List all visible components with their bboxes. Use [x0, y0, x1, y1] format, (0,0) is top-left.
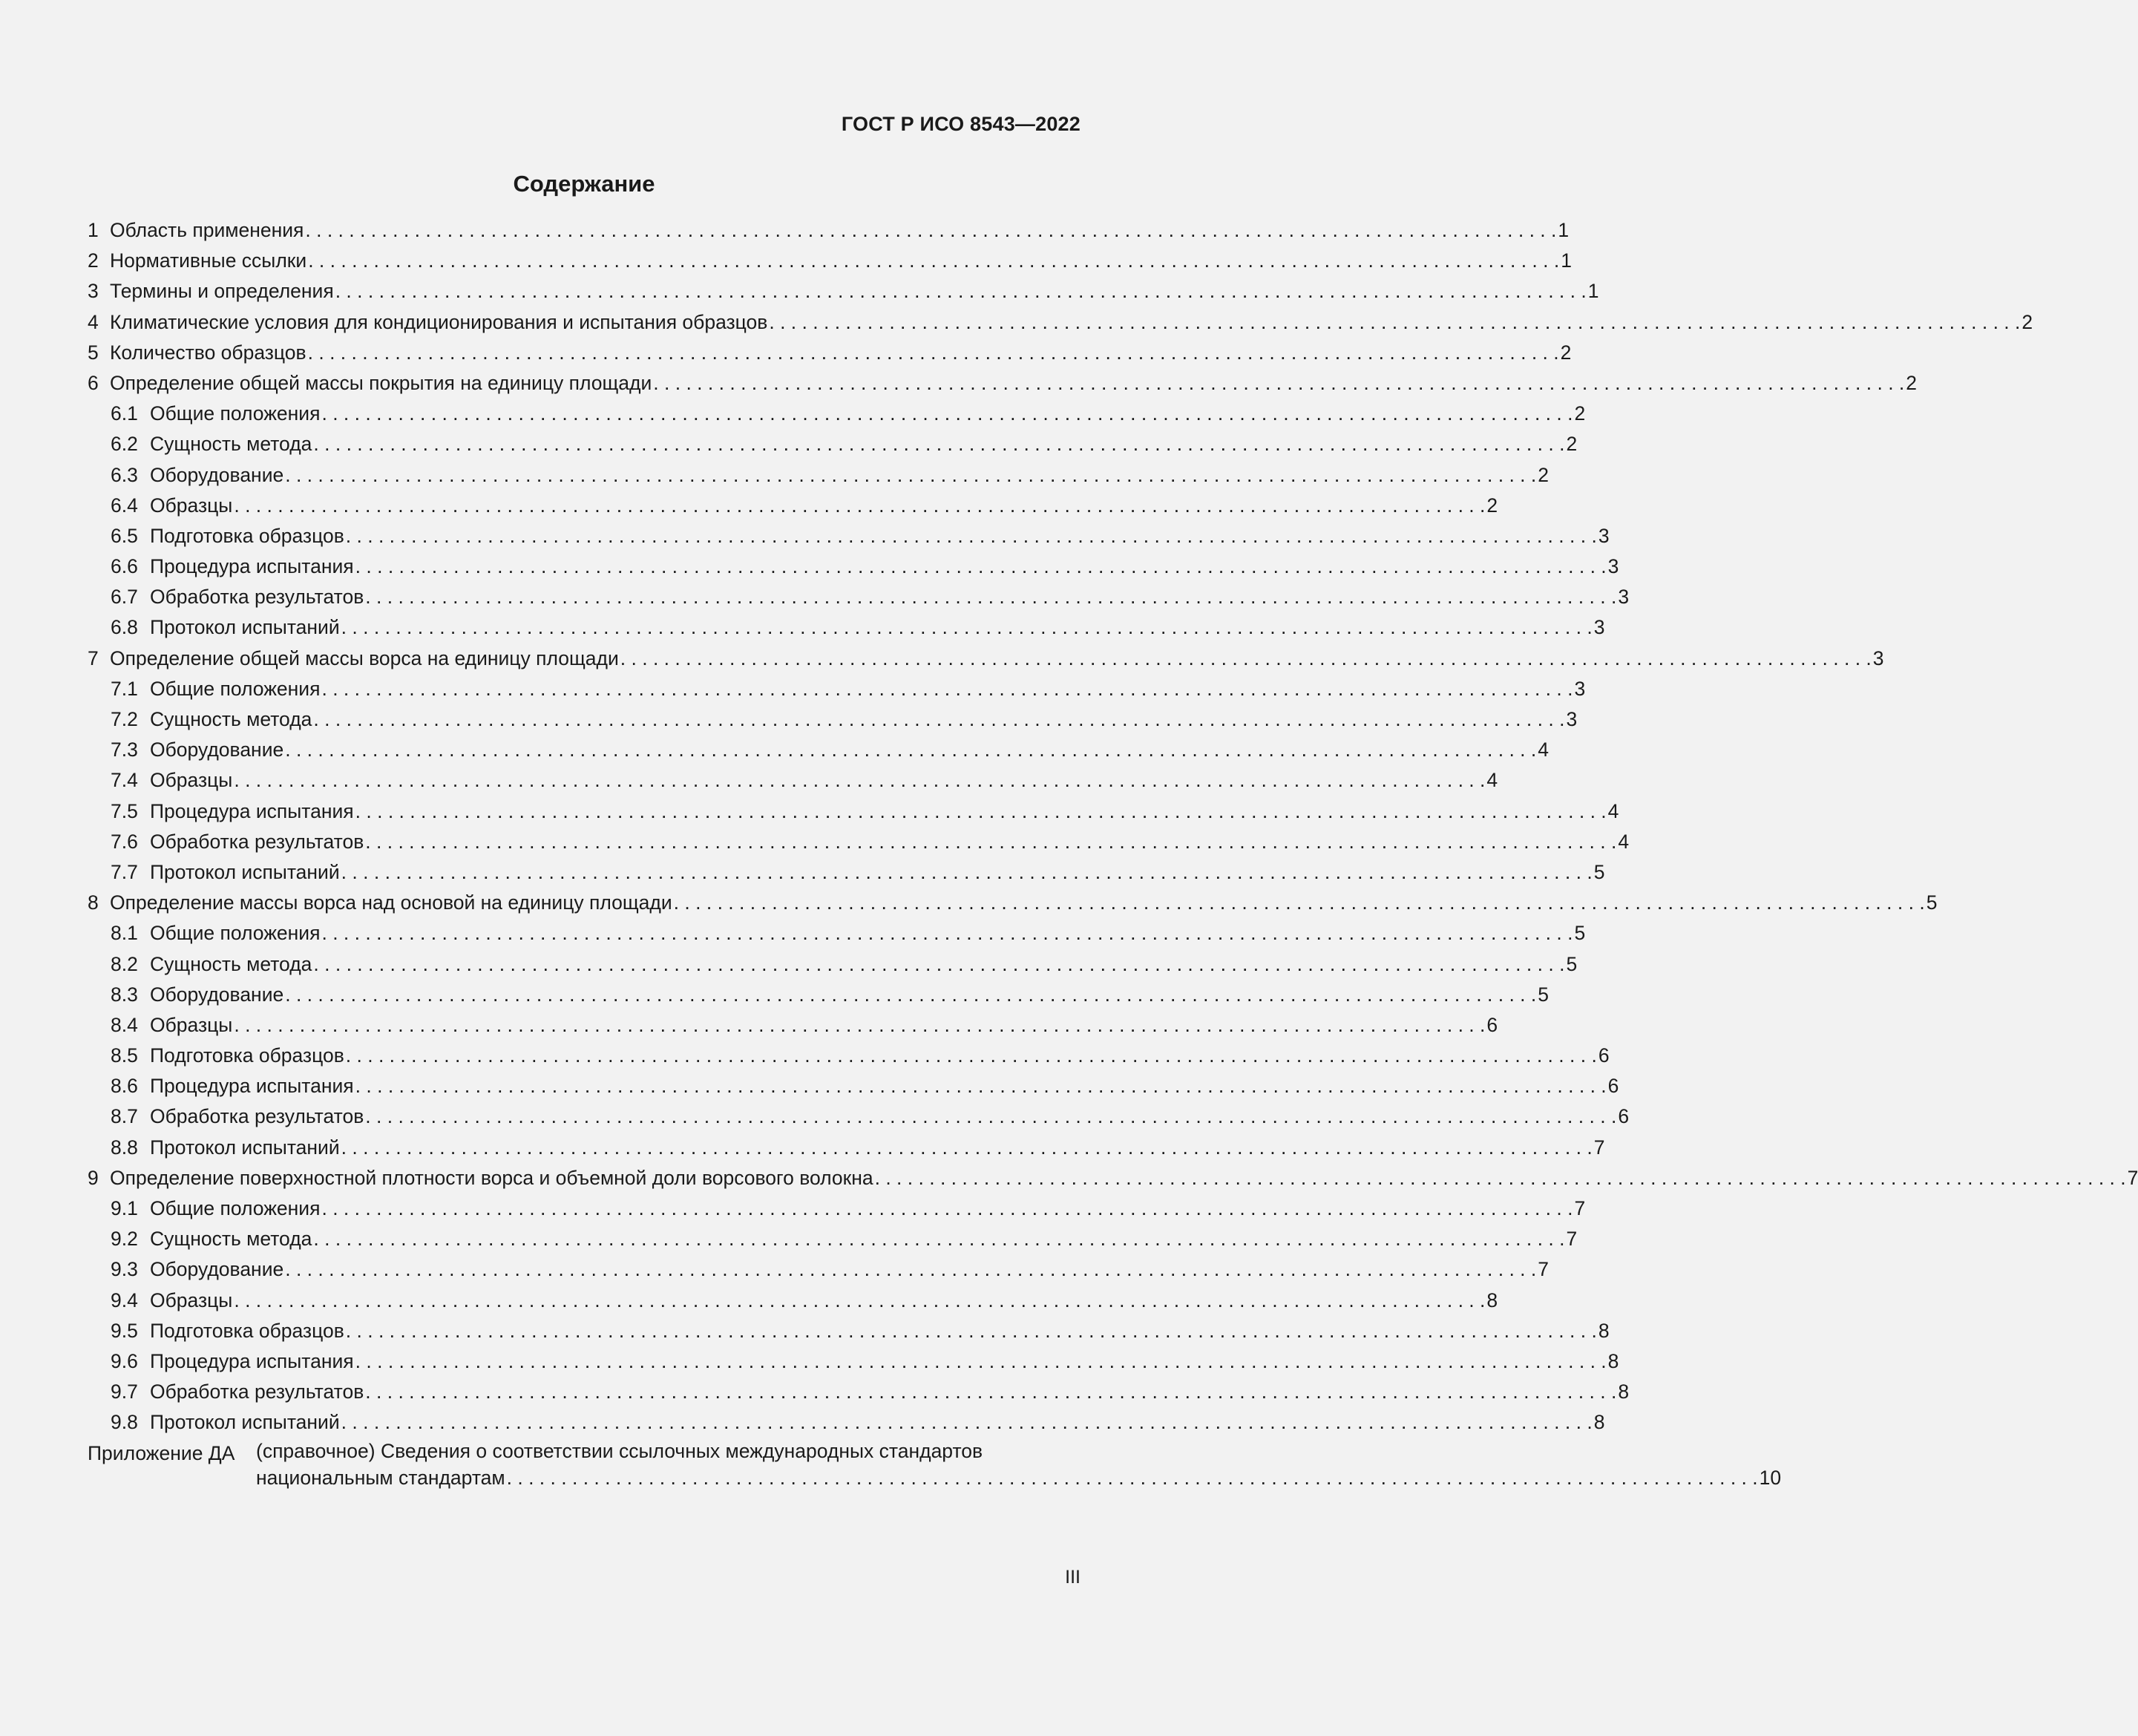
toc-subsection-entry[interactable]: [88, 1133, 1605, 1163]
toc-entry-number: 8.5: [111, 1044, 138, 1067]
toc-entry-label: Область применения: [110, 219, 304, 241]
dot-leader: [308, 338, 1559, 368]
toc-entry-page: 3: [1566, 708, 1578, 730]
toc-subsection-entry[interactable]: [88, 460, 1550, 491]
toc-entry-page: 2: [1906, 371, 1918, 394]
toc-entry-page: 4: [1486, 769, 1498, 792]
toc-subsection-entry[interactable]: [88, 491, 1498, 521]
dot-leader: [341, 857, 1593, 888]
toc-entry-label: Сущность метода: [150, 708, 312, 730]
toc-entry-page: 8: [1618, 1380, 1630, 1403]
toc-entry-label: Процедура испытания: [150, 1349, 354, 1372]
toc-entries: [88, 215, 2138, 1438]
toc-entry-label: Обработка результатов: [150, 586, 364, 609]
toc-entry-page: 7: [1593, 1136, 1605, 1159]
toc-entry-page: 6: [1486, 1013, 1498, 1036]
toc-entry-page: 2: [1574, 402, 1586, 425]
toc-section-entry[interactable]: [88, 643, 1884, 674]
toc-entry-number: 9.4: [111, 1288, 138, 1311]
toc-subsection-entry[interactable]: [88, 521, 1610, 551]
toc-entry-page: 6: [1607, 1075, 1619, 1098]
dot-leader: [285, 1254, 1536, 1285]
toc-entry-label: Оборудование: [150, 738, 284, 761]
toc-entry-number: 9.3: [111, 1258, 138, 1281]
toc-entry-number: 1: [88, 219, 99, 241]
toc-entry-page: 5: [1593, 860, 1605, 883]
dot-leader: [346, 1316, 1597, 1346]
toc-entry-label: Количество образцов: [110, 341, 306, 364]
dot-leader: [875, 1163, 2126, 1193]
toc-subsection-entry[interactable]: [88, 765, 1498, 796]
toc-entry-page: 4: [1607, 799, 1619, 822]
toc-subsection-entry[interactable]: [88, 1377, 1630, 1407]
toc-entry-number: 6.7: [111, 586, 138, 609]
toc-entry-page: 2: [1486, 494, 1498, 517]
dot-leader: [365, 827, 1616, 857]
toc-entry-page: 7: [1574, 1197, 1586, 1219]
appendix-body: [256, 1438, 1781, 1491]
toc-subsection-entry[interactable]: [88, 1193, 1586, 1224]
dot-leader: [365, 582, 1616, 612]
toc-subsection-entry[interactable]: [88, 674, 1586, 704]
dot-leader: [341, 612, 1593, 643]
dot-leader: [313, 429, 1564, 459]
toc-entry-label: Оборудование: [150, 463, 284, 486]
toc-entry-number: 9.7: [111, 1380, 138, 1403]
toc-entry-number: 8.2: [111, 952, 138, 975]
toc-subsection-entry[interactable]: [88, 612, 1605, 643]
dot-leader: [335, 276, 1587, 307]
toc-entry-number: 9.5: [111, 1319, 138, 1342]
toc-entry-number: 6.2: [111, 433, 138, 456]
toc-entry-number: 6.3: [111, 463, 138, 486]
toc-entry-label: Образцы: [150, 769, 233, 792]
toc-entry-label: Нормативные ссылки: [110, 249, 307, 272]
toc-subsection-entry[interactable]: [88, 949, 1578, 980]
toc-subsection-entry[interactable]: [88, 1407, 1605, 1438]
toc-entry-page: 8: [1593, 1411, 1605, 1434]
toc-subsection-entry[interactable]: [88, 1285, 1498, 1316]
toc-entry-page: 3: [1618, 586, 1630, 609]
dot-leader: [620, 643, 1872, 674]
toc-entry-label: Обработка результатов: [150, 1380, 364, 1403]
toc-entry-number: 7.7: [111, 860, 138, 883]
toc-entry-label: Подготовка образцов: [150, 1044, 344, 1067]
toc-entry-page: 5: [1574, 922, 1586, 945]
toc-entry-page: 1: [1587, 280, 1599, 303]
toc-subsection-entry[interactable]: [88, 980, 1550, 1010]
toc-entry-page: 8: [1598, 1319, 1610, 1342]
toc-entry-number: 7.3: [111, 738, 138, 761]
dot-leader: [321, 399, 1573, 429]
toc-subsection-entry[interactable]: [88, 551, 1619, 582]
toc-subsection-entry[interactable]: [88, 796, 1619, 827]
toc-section-entry[interactable]: [88, 215, 1570, 246]
dot-leader: [507, 1464, 1758, 1491]
toc-entry-number: 6.5: [111, 524, 138, 547]
toc-entry-number: 9.8: [111, 1411, 138, 1434]
toc-entry-page: 2: [1538, 463, 1550, 486]
toc-entry-number: 9.1: [111, 1197, 138, 1219]
toc-entry-number: 7: [88, 646, 99, 669]
toc-subsection-entry[interactable]: [88, 1346, 1619, 1377]
toc-entry-label: Общие положения: [150, 922, 321, 945]
toc-section-entry[interactable]: [88, 276, 1599, 307]
appendix-prefix: Приложение ДА: [88, 1441, 235, 1464]
toc-subsection-entry[interactable]: [88, 918, 1586, 949]
toc-entry-number: 6.6: [111, 555, 138, 578]
toc-subsection-entry[interactable]: [88, 582, 1630, 612]
toc-entry-page: 4: [1618, 830, 1630, 853]
toc-entry-label: Оборудование: [150, 983, 284, 1006]
dot-leader: [355, 1346, 1607, 1377]
toc-section-entry[interactable]: [88, 1163, 2138, 1193]
toc-entry-label: Обработка результатов: [150, 1105, 364, 1128]
toc-entry-label: Определение общей массы покрытия на единицу площади: [110, 371, 652, 394]
toc-subsection-entry[interactable]: [88, 399, 1586, 429]
toc-entry-label: Процедура испытания: [150, 799, 354, 822]
toc-entry-label: Образцы: [150, 1013, 233, 1036]
toc-entry-label: Протокол испытаний: [150, 1411, 340, 1434]
toc-subsection-entry[interactable]: [88, 429, 1578, 459]
toc-entry-label: Определение поверхностной плотности ворса и объемной доли ворсового волокна: [110, 1166, 873, 1189]
toc-entry-number: 8.1: [111, 922, 138, 945]
toc-subsection-entry[interactable]: [88, 827, 1630, 857]
dot-leader: [346, 521, 1597, 551]
dot-leader: [285, 460, 1536, 491]
toc-appendix-entry[interactable]: [88, 1438, 1782, 1491]
dot-leader: [321, 674, 1573, 704]
dot-leader: [234, 1010, 1485, 1041]
dot-leader: [341, 1407, 1593, 1438]
toc-entry-label: Образцы: [150, 1288, 233, 1311]
document-code: ГОСТ Р ИСО 8543—2022: [841, 113, 1081, 135]
toc-entry-page: 5: [1538, 983, 1550, 1006]
toc-entry-number: 8.8: [111, 1136, 138, 1159]
toc-entry-label: Общие положения: [150, 677, 321, 700]
toc-entry-number: 4: [88, 310, 99, 333]
toc-subsection-entry[interactable]: [88, 857, 1605, 888]
appendix-title-line1: (справочное) Сведения о соответствии ссылочных международных стандартов: [256, 1439, 983, 1462]
toc-entry-label: Подготовка образцов: [150, 524, 344, 547]
toc-subsection-entry[interactable]: [88, 1041, 1610, 1071]
toc-entry-label: Сущность метода: [150, 433, 312, 456]
toc-section-entry[interactable]: [88, 246, 1572, 276]
toc-entry-page: 8: [1607, 1349, 1619, 1372]
toc-entry-number: 5: [88, 341, 99, 364]
toc-entry-page: 7: [1538, 1258, 1550, 1281]
toc-entry-number: 7.2: [111, 708, 138, 730]
toc-entry-label: Оборудование: [150, 1258, 284, 1281]
toc-entry-page: 8: [1486, 1288, 1498, 1311]
toc-subsection-entry[interactable]: [88, 1316, 1610, 1346]
appendix-title-line2-row: [256, 1464, 1781, 1491]
toc-entry-page: 5: [1566, 952, 1578, 975]
toc-entry-page: 4: [1538, 738, 1550, 761]
dot-leader: [341, 1133, 1593, 1163]
toc-section-entry[interactable]: [88, 368, 1918, 399]
toc-entry-page: 6: [1598, 1044, 1610, 1067]
dot-leader: [346, 1041, 1597, 1071]
dot-leader: [321, 1193, 1573, 1224]
toc-subsection-entry[interactable]: [88, 1010, 1498, 1041]
toc-entry-page: 2: [1566, 433, 1578, 456]
toc-entry-page: 1: [1558, 219, 1570, 241]
toc-entry-page: 7: [1566, 1228, 1578, 1251]
dot-leader: [653, 368, 1904, 399]
toc-entry-label: Термины и определения: [110, 280, 334, 303]
toc-entry-label: Протокол испытаний: [150, 860, 340, 883]
toc-entry-number: 7.6: [111, 830, 138, 853]
dot-leader: [313, 1224, 1564, 1254]
dot-leader: [313, 949, 1564, 980]
toc-entry-label: Общие положения: [150, 1197, 321, 1219]
toc-entry-number: 7.1: [111, 677, 138, 700]
toc-entry-number: 8.6: [111, 1075, 138, 1098]
toc-entry-page: 6: [1618, 1105, 1630, 1128]
toc-entry-number: 7.5: [111, 799, 138, 822]
toc-entry-label: Климатические условия для кондиционирования и испытания образцов: [110, 310, 768, 333]
toc-entry-number: 2: [88, 249, 99, 272]
dot-leader: [674, 888, 1925, 918]
toc-entry-page: 3: [1574, 677, 1586, 700]
toc-entry-label: Протокол испытаний: [150, 1136, 340, 1159]
toc-entry-page: 2: [2021, 310, 2033, 333]
toc-entry-page: 3: [1607, 555, 1619, 578]
toc-entry-number: 9: [88, 1166, 99, 1189]
toc-entry-label: Определение массы ворса над основой на единицу площади: [110, 891, 672, 914]
toc-section-entry[interactable]: [88, 888, 1938, 918]
toc-subsection-entry[interactable]: [88, 1254, 1550, 1285]
appendix-title-line2: национальным стандартам: [256, 1466, 505, 1489]
dot-leader: [285, 735, 1536, 765]
dot-leader: [365, 1377, 1616, 1407]
page-number: III: [1065, 1567, 1081, 1588]
dot-leader: [234, 491, 1485, 521]
dot-leader: [234, 1285, 1485, 1316]
toc-subsection-entry[interactable]: [88, 1071, 1619, 1101]
toc-entry-number: 7.4: [111, 769, 138, 792]
dot-leader: [355, 551, 1607, 582]
toc-entry-page: 3: [1598, 524, 1610, 547]
toc-entry-number: 8.3: [111, 983, 138, 1006]
dot-leader: [305, 215, 1556, 246]
toc-entry-page: 3: [1872, 646, 1884, 669]
dot-leader: [285, 980, 1536, 1010]
toc-entry-page: 2: [1560, 341, 1572, 364]
toc-entry-number: 9.2: [111, 1228, 138, 1251]
toc-entry-page: 1: [1561, 249, 1572, 272]
toc-subsection-entry[interactable]: [88, 1224, 1578, 1254]
toc-entry-label: Процедура испытания: [150, 555, 354, 578]
toc-entry-number: 6.8: [111, 616, 138, 639]
toc-entry-label: Протокол испытаний: [150, 616, 340, 639]
toc-subsection-entry[interactable]: [88, 704, 1578, 735]
toc-section-entry[interactable]: [88, 338, 1572, 368]
toc-entry-page: 3: [1593, 616, 1605, 639]
toc-entry-label: Обработка результатов: [150, 830, 364, 853]
toc-entry-number: 8: [88, 891, 99, 914]
table-of-contents: [88, 215, 2138, 1491]
toc-section-entry[interactable]: [88, 307, 2033, 338]
toc-entry-number: 6.1: [111, 402, 138, 425]
toc-entry-number: 6: [88, 371, 99, 394]
toc-entry-label: Сущность метода: [150, 952, 312, 975]
toc-entry-page: 7: [2127, 1166, 2138, 1189]
dot-leader: [355, 796, 1607, 827]
dot-leader: [308, 246, 1559, 276]
toc-entry-label: Определение общей массы ворса на единицу площади: [110, 646, 619, 669]
toc-entry-label: Процедура испытания: [150, 1075, 354, 1098]
toc-entry-label: Сущность метода: [150, 1228, 312, 1251]
toc-entry-page: 5: [1926, 891, 1938, 914]
appendix-page-number: 10: [1759, 1466, 1782, 1489]
dot-leader: [234, 765, 1485, 796]
dot-leader: [321, 918, 1573, 949]
toc-entry-number: 9.6: [111, 1349, 138, 1372]
page-title: Содержание: [513, 171, 655, 197]
toc-entry-number: 3: [88, 280, 99, 303]
toc-subsection-entry[interactable]: [88, 735, 1550, 765]
toc-subsection-entry[interactable]: [88, 1101, 1630, 1132]
dot-leader: [365, 1101, 1616, 1132]
toc-entry-number: 8.7: [111, 1105, 138, 1128]
dot-leader: [769, 307, 2020, 338]
toc-entry-number: 6.4: [111, 494, 138, 517]
toc-entry-label: Образцы: [150, 494, 233, 517]
toc-entry-label: Общие положения: [150, 402, 321, 425]
dot-leader: [313, 704, 1564, 735]
toc-entry-number: 8.4: [111, 1013, 138, 1036]
dot-leader: [355, 1071, 1607, 1101]
toc-entry-label: Подготовка образцов: [150, 1319, 344, 1342]
